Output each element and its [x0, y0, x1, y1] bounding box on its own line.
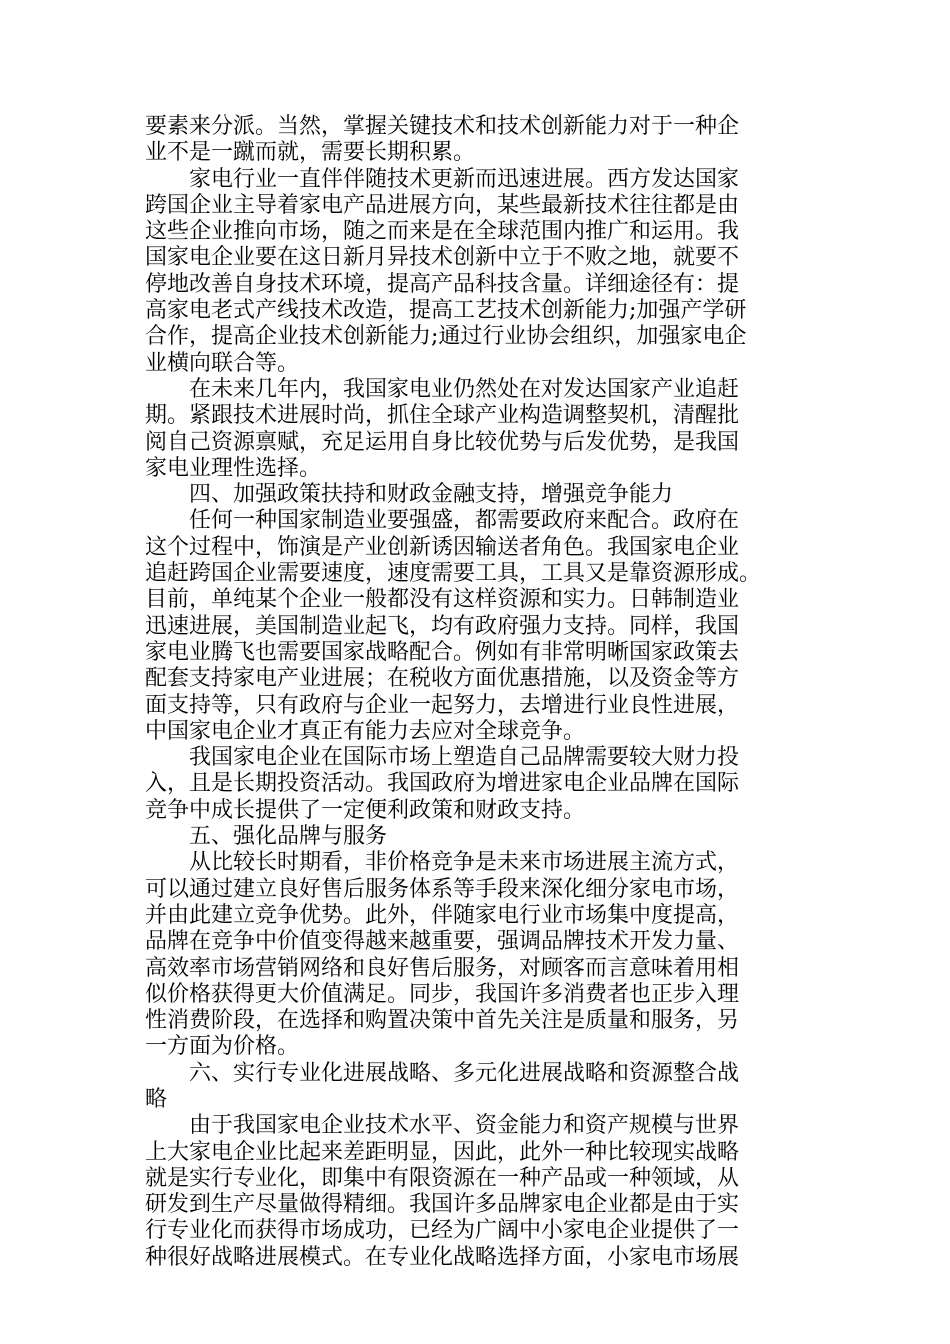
text-line: 追赶跨国企业需要速度，速度需要工具，工具又是靠资源形成。 — [145, 561, 762, 587]
text-line: 上大家电企业比起来差距明显，因此，此外一种比较现实战略 — [145, 1139, 740, 1165]
text-line: 可以通过建立良好售后服务体系等手段来深化细分家电市场， — [145, 876, 740, 902]
text-line: 任何一种国家制造业要强盛，都需要政府来配合。政府在 — [189, 508, 740, 534]
text-line: 似价格获得更大价值满足。同步，我国许多消费者也正步入理 — [145, 981, 740, 1007]
text-line: 四、加强政策扶持和财政金融支持，增强竞争能力 — [189, 482, 674, 508]
text-line: 家电行业一直伴伴随技术更新而迅速进展。西方发达国家 — [189, 166, 740, 192]
text-line: 一方面为价格。 — [145, 1034, 300, 1060]
text-line: 并由此建立竞争优势。此外，伴随家电行业市场集中度提高， — [145, 902, 740, 928]
text-line: 略 — [145, 1086, 168, 1112]
text-line: 入，且是长期投资活动。我国政府为增进家电企业品牌在国际 — [145, 771, 740, 797]
text-line: 五、强化品牌与服务 — [189, 824, 388, 850]
text-line: 停地改善自身技术环境，提高产品科技含量。详细途径有：提 — [145, 271, 740, 297]
text-line: 目前，单纯某个企业一般都没有这样资源和实力。日韩制造业 — [145, 587, 740, 613]
text-line: 从比较长时期看，非价格竞争是未来市场进展主流方式， — [189, 850, 740, 876]
text-line: 就是实行专业化，即集中有限资源在一种产品或一种领域，从 — [145, 1165, 740, 1191]
text-line: 合作，提高企业技术创新能力;通过行业协会组织，加强家电企 — [145, 324, 747, 350]
text-line: 行专业化而获得市场成功，已经为广阔中小家电企业提供了一 — [145, 1218, 740, 1244]
text-line: 竞争中成长提供了一定便利政策和财政支持。 — [145, 797, 586, 823]
document-body — [145, 114, 805, 1271]
text-line: 在未来几年内，我国家电业仍然处在对发达国家产业追赶 — [189, 376, 740, 402]
text-line: 高家电老式产线技术改造，提高工艺技术创新能力;加强产学研 — [145, 298, 747, 324]
text-line: 业横向联合等。 — [145, 350, 300, 376]
text-line: 这些企业推向市场，随之而来是在全球范围内推广和运用。我 — [145, 219, 740, 245]
text-line: 家电业腾飞也需要国家战略配合。例如有非常明晰国家政策去 — [145, 639, 740, 665]
text-line: 国家电企业要在这日新月异技术创新中立于不败之地，就要不 — [145, 245, 740, 271]
text-line: 品牌在竞争中价值变得越来越重要，强调品牌技术开发力量、 — [145, 929, 740, 955]
text-line: 业不是一蹴而就，需要长期积累。 — [145, 140, 476, 166]
text-line: 期。紧跟技术进展时尚，抓住全球产业构造调整契机，清醒批 — [145, 403, 740, 429]
text-line: 阅自己资源禀赋，充足运用自身比较优势与后发优势，是我国 — [145, 429, 740, 455]
text-line: 种很好战略进展模式。在专业化战略选择方面，小家电市场展 — [145, 1244, 740, 1270]
text-line: 由于我国家电企业技术水平、资金能力和资产规模与世界 — [189, 1113, 740, 1139]
text-line: 配套支持家电产业进展；在税收方面优惠措施，以及资金等方 — [145, 666, 740, 692]
text-line: 迅速进展，美国制造业起飞，均有政府强力支持。同样，我国 — [145, 613, 740, 639]
text-line: 家电业理性选择。 — [145, 455, 322, 481]
text-line: 要素来分派。当然，掌握关键技术和技术创新能力对于一种企 — [145, 114, 740, 139]
text-line: 面支持等，只有政府与企业一起努力，去增进行业良性进展， — [145, 692, 740, 718]
text-line: 六、实行专业化进展战略、多元化进展战略和资源整合战 — [189, 1060, 740, 1086]
text-line: 中国家电企业才真正有能力去应对全球竞争。 — [145, 718, 586, 744]
text-line: 我国家电企业在国际市场上塑造自己品牌需要较大财力投 — [189, 745, 740, 771]
text-line: 性消费阶段，在选择和购置决策中首先关注是质量和服务，另 — [145, 1008, 740, 1034]
text-line: 跨国企业主导着家电产品进展方向，某些最新技术往往都是由 — [145, 192, 740, 218]
text-line: 这个过程中，饰演是产业创新诱因输送者角色。我国家电企业 — [145, 534, 740, 560]
text-line: 研发到生产尽量做得精细。我国许多品牌家电企业都是由于实 — [145, 1192, 740, 1218]
text-line: 高效率市场营销网络和良好售后服务，对顾客而言意味着用相 — [145, 955, 740, 981]
